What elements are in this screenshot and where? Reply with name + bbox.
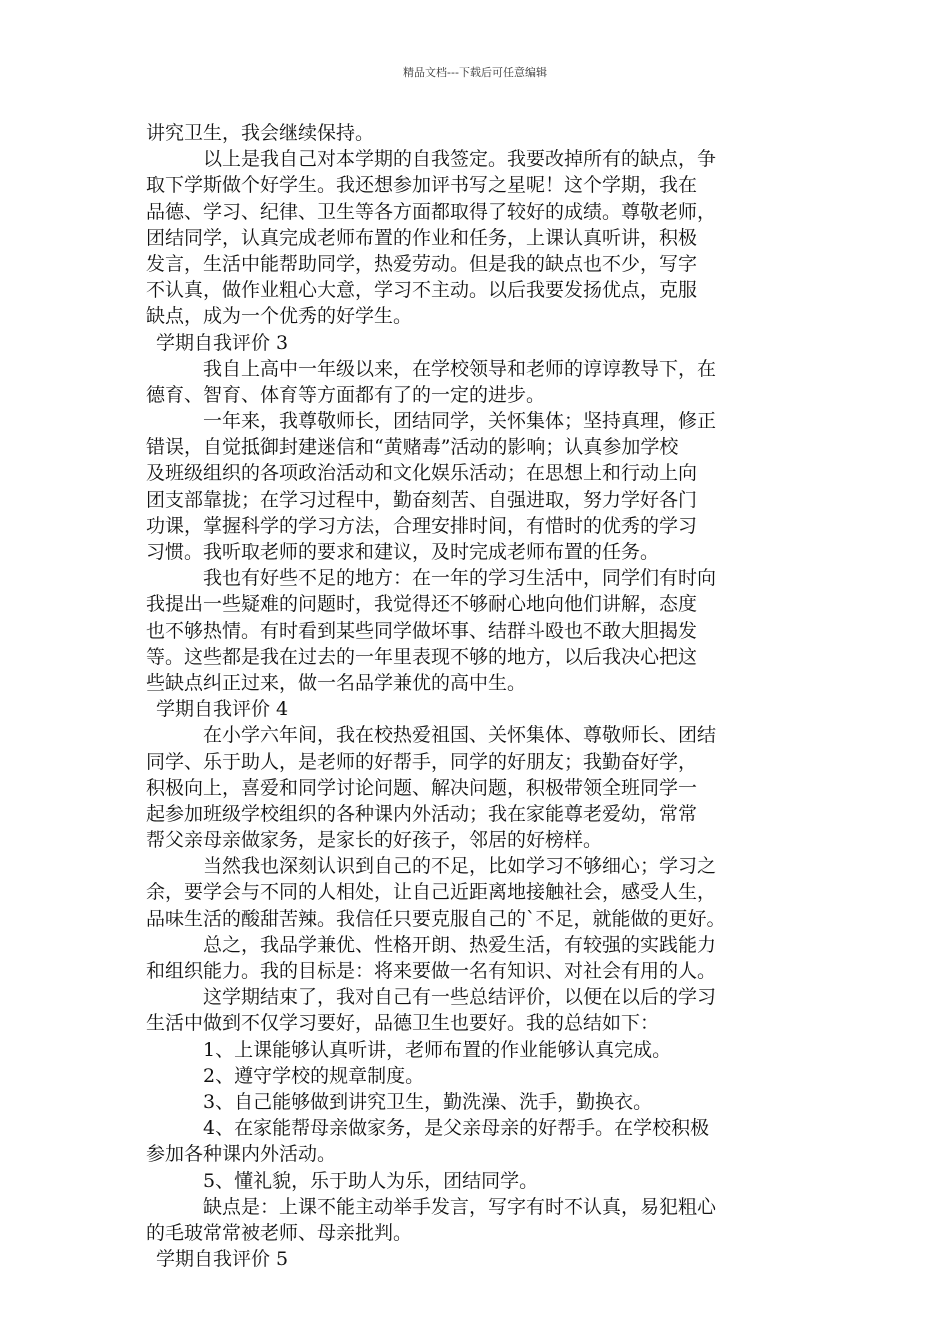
text-line: 起参加班级学校组织的各种课内外活动；我在家能尊老爱幼，常常 — [146, 802, 698, 825]
text-line: 错误，自觉抵御封建迷信和“黄赌毒”活动的影响；认真参加学校 — [146, 436, 679, 459]
document-body — [146, 120, 826, 1272]
text-line: 团结同学，认真完成老师布置的作业和任务，上课认真听讲，积极 — [146, 226, 698, 249]
text-line: 取下学斯做个好学生。我还想参加评书写之星呢！这个学期，我在 — [146, 174, 698, 197]
text-line: 我提出一些疑难的问题时，我觉得还不够耐心地向他们讲解，态度 — [146, 593, 698, 616]
text-line: 在小学六年间，我在校热爱祖国、关怀集体、尊敬师长、团结 — [203, 724, 717, 747]
text-line: 余，要学会与不同的人相处，让自己近距离地接触社会，感受人生， — [146, 881, 717, 904]
text-line: 2、遵守学校的规章制度。 — [203, 1064, 425, 1087]
text-line: 及班级组织的各项政治活动和文化娱乐活动；在思想上和行动上向 — [146, 462, 698, 485]
text-line: 讲究卫生，我会继续保持。 — [146, 122, 375, 144]
text-line: 1、上课能够认真听讲，老师布置的作业能够认真完成。 — [203, 1038, 672, 1061]
text-line: 5、懂礼貌，乐于助人为乐，团结同学。 — [203, 1169, 539, 1192]
text-line: 帮父亲母亲做家务，是家长的好孩子，邻居的好榜样。 — [146, 829, 603, 852]
text-line: 4、在家能帮母亲做家务，是父亲母亲的好帮手。在学校积极 — [203, 1117, 710, 1140]
text-line: 也不够热情。有时看到某些同学做坏事、结群斗殴也不敢大胆揭发 — [146, 619, 698, 642]
section-heading: 学期自我评价 5 — [156, 1248, 289, 1271]
text-line: 的毛玻常常被老师、母亲批判。 — [146, 1221, 413, 1244]
text-line: 不认真，做作业粗心大意，学习不主动。以后我要发扬优点，克服 — [146, 279, 698, 302]
text-line: 我也有好些不足的地方：在一年的学习生活中，同学们有时向 — [203, 567, 717, 590]
text-line: 缺点，成为一个优秀的好学生。 — [146, 305, 413, 328]
text-line: 缺点是：上课不能主动举手发言，写字有时不认真，易犯粗心 — [203, 1195, 717, 1218]
text-line: 品德、学习、纪律、卫生等各方面都取得了较好的成绩。尊敬老师， — [146, 200, 717, 223]
text-line: 等。这些都是我在过去的一年里表现不够的地方，以后我决心把这 — [146, 645, 698, 668]
text-line: 一年来，我尊敬师长，团结同学，关怀集体；坚持真理，修正 — [203, 410, 717, 433]
text-line: 德育、智育、体育等方面都有了的一定的进步。 — [146, 383, 546, 406]
text-line: 我自上高中一年级以来，在学校领导和老师的谆谆教导下，在 — [203, 357, 717, 380]
text-line: 当然我也深刻认识到自己的不足，比如学习不够细心；学习之 — [203, 855, 717, 878]
section-heading: 学期自我评价 4 — [156, 698, 289, 721]
text-line: 些缺点纠正过来，做一名品学兼优的高中生。 — [146, 671, 527, 694]
text-line: 这学期结束了，我对自己有一些总结评价，以便在以后的学习 — [203, 986, 717, 1009]
text-line: 积极向上，喜爱和同学讨论问题、解决问题，积极带领全班同学一 — [146, 776, 698, 799]
section-heading: 学期自我评价 3 — [156, 331, 289, 354]
text-line: 参加各种课内外活动。 — [146, 1143, 337, 1166]
text-line: 和组织能力。我的目标是：将来要做一名有知识、对社会有用的人。 — [146, 960, 717, 982]
page-header: 精品文档---下载后可任意编辑 — [403, 66, 547, 79]
text-line: 以上是我自己对本学期的自我签定。我要改掉所有的缺点，争 — [203, 148, 717, 171]
text-line: 团支部靠拢；在学习过程中，勤奋刻苦、自强进取，努力学好各门 — [146, 488, 698, 511]
text-line: 3、自己能够做到讲究卫生，勤洗澡、洗手，勤换衣。 — [203, 1090, 653, 1113]
text-line: 同学、乐于助人，是老师的好帮手，同学的好朋友；我勤奋好学， — [146, 750, 698, 773]
text-line: 生活中做到不仅学习要好，品德卫生也要好。我的总结如下： — [146, 1012, 660, 1035]
text-line: 习惯。我听取老师的要求和建议，及时完成老师布置的任务。 — [146, 541, 660, 563]
text-line: 发言，生活中能帮助同学，热爱劳动。但是我的缺点也不少，写字 — [146, 252, 698, 275]
text-line: 总之，我品学兼优、性格开朗、热爱生活，有较强的实践能力 — [203, 933, 717, 956]
text-line: 品味生活的酸甜苦辣。我信任只要克服自己的`不足，就能做的更好。 — [146, 907, 726, 930]
text-line: 功课，掌握科学的学习方法，合理安排时间，有惜时的优秀的学习 — [146, 514, 698, 537]
